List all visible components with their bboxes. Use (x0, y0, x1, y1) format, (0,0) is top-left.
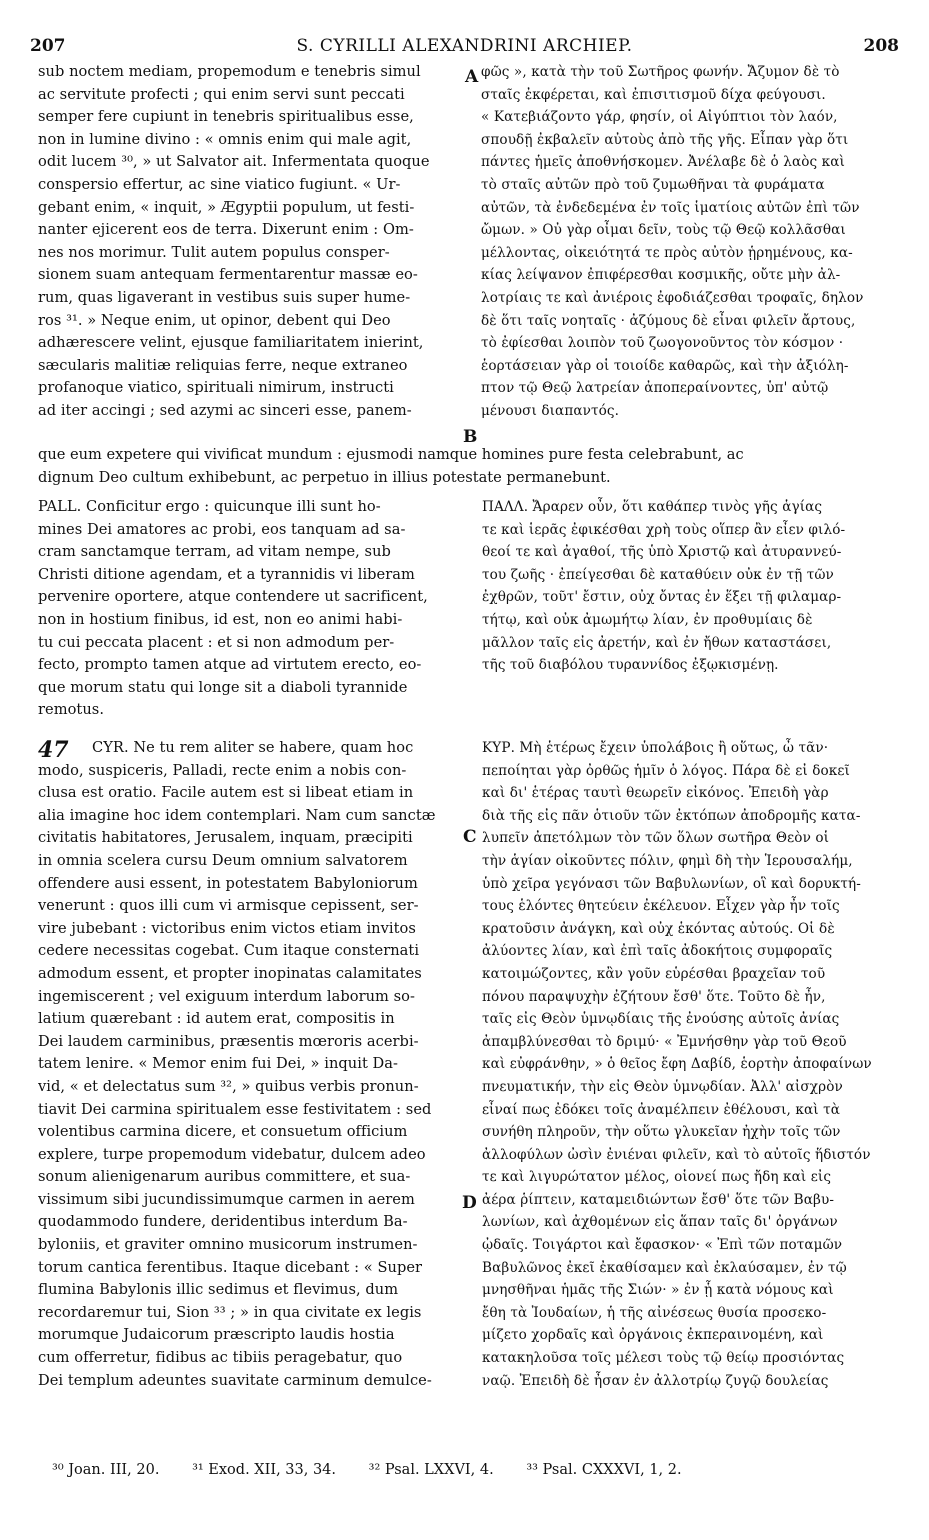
text-line: ἔθη τὰ Ἰουδαίων, ἡ τῆς αἰνέσεως θυσία προσεκο- (482, 1304, 827, 1321)
footnote: ³³ Psal. CXXXVI, 1, 2. (526, 1462, 682, 1478)
text-line: λωνίων, καὶ ἀχθομένων εἰς ἅπαν ταῖς δι' ὀργάνων (482, 1214, 838, 1231)
text-line: τήτῳ, καὶ οὐκ ἀμωμήτῳ λίαν, ἐν προθυμίαις δὲ (482, 611, 813, 628)
text-line: sionem suam antequam fermentarentur massæ eo- (38, 266, 418, 284)
text-line: μίζετο χορδαῖς καὶ ὀργάνοις ἐκπεραινομένη, καὶ (482, 1327, 824, 1344)
text-line: nes nos morimur. Tulit autem populus consper- (38, 243, 390, 261)
text-line: ὤμων. » Οὐ γὰρ οἶμαι δεῖν, τοὺς τῷ Θεῷ κολλᾶσθαι (481, 222, 846, 239)
full-width-text (38, 444, 908, 489)
text-line: μένουσι διαπαντός. (481, 402, 620, 419)
text-line: μέλλοντας, οἰκειότητά τε πρὸς αὐτὸν ᾑρημένους, κα- (481, 244, 853, 261)
text-line: non in hostium finibus, id est, non eo animi habi- (38, 610, 403, 628)
text-line: cum offerretur, fidibus ac tibiis peragebatur, quo (38, 1349, 403, 1367)
text-line: alia imagine hoc idem contemplari. Nam cum sanctæ (38, 806, 436, 824)
text-line: quodammodo fundere, deridentibus interdum Ba- (38, 1213, 408, 1231)
text-line: πτον τῷ Θεῷ λατρείαν ἀποπεραίνοντες, ὑπ' αὐτῷ (481, 380, 829, 397)
text-line: Christi ditione agendam, et a tyrannidis vi liberam (38, 565, 415, 583)
text-line: PALL. Conficitur ergo : quicunque illi sunt ho- (38, 498, 381, 515)
text-line: modo, suspiceris, Palladi, recte enim a nobis con- (38, 761, 407, 779)
greek-column-top (481, 61, 906, 423)
text-line: κρατοῦσιν ἀνάγκη, καὶ οὐχ ἑκόντας αὐτούς. Οἱ δὲ (482, 920, 835, 937)
text-line: πόνου παραψυχὴν ἐζήτουν ἔσθ' ὅτε. Τοῦτο δὲ ἦν, (482, 988, 826, 1005)
footnotes (52, 1462, 710, 1478)
text-line: μνησθῆναι ἡμᾶς τῆς Σιών· » ἐν ᾗ κατὰ νόμους καὶ (482, 1282, 834, 1299)
text-line: conspersio effertur, ac sine viatico fugiunt. « Ur- (38, 175, 401, 193)
text-line: profanoque viatico, spirituali nimirum, instructi (38, 379, 394, 397)
text-line: torum cantica ferentibus. Itaque dicebant : « Super (38, 1258, 423, 1276)
text-line: πάντες ἡμεῖς ἀποθνήσκομεν. Ἀνέλαβε δὲ ὁ λαὸς καὶ (481, 154, 845, 171)
text-line: ταῖς εἰς Θεὸν ὑμνῳδίαις τῆς ἐνούσης αὐτοῖς ἀνίας (482, 1011, 840, 1028)
text-line: ἀλλοφύλων ὠσὶν ἐνιέναι φιλεῖν, καὶ τὸ αὐτοῖς ἥδιστόν (482, 1146, 871, 1163)
text-line: λοτρίαις τε καὶ ἀνιέροις ἐφοδιάζεσθαι τροφαῖς, δηλον (481, 289, 864, 306)
text-line: gebant enim, « inquit, » Ægyptii populum, ut festi- (38, 198, 415, 216)
text-line: odit lucem ³⁰, » ut Salvator ait. Infermentata quoque (38, 153, 430, 171)
text-line: ναῷ. Ἐπειδὴ δὲ ἦσαν ἐν ἀλλοτρίῳ ζυγῷ δουλείας (482, 1372, 829, 1389)
text-line: του ζωῆς · ἐπείγεσθαι δὲ καταθύειν οὐκ ἐν τῇ τῶν (482, 566, 834, 583)
page-number-right: 208 (863, 36, 899, 56)
text-line: volentibus carmina dicere, et consuetum officium (38, 1123, 408, 1141)
text-line: mines Dei amatores ac probi, eos tanquam ad sa- (38, 520, 406, 538)
text-line: ὑπὸ χεῖρα γεγόνασι τῶν Βαβυλωνίων, οἳ καὶ δορυκτή- (482, 875, 861, 892)
text-line: explere, turpe propemodum videbatur, dulcem adeo (38, 1145, 426, 1163)
text-line: CYR. Ne tu rem aliter se habere, quam hoc (92, 739, 414, 756)
text-line: τὸ ἐφίεσθαι λοιπὸν τοῦ ζωογονοῦντος τὸν κόσμον · (481, 335, 844, 352)
text-line: non in lumine divino : « omnis enim qui male agit, (38, 130, 412, 148)
text-line: τους ἑλόντες θητεύειν ἐκέλευον. Εἶχεν γὰρ ἦν τοῖς (482, 898, 840, 915)
text-line: fecto, prompto tamen atque ad virtutem erecto, eo- (38, 656, 422, 674)
text-line: ΚΥΡ. Μὴ ἑτέρως ἔχειν ὑπολάβοις ἢ οὕτως, ὦ τᾶν· (482, 740, 829, 756)
text-line: tiavit Dei carmina spiritualem esse festivitatem : sed (38, 1100, 432, 1118)
margin-marker-c: C (463, 827, 477, 847)
text-line: latium quærebant : id autem erat, compositis in (38, 1010, 395, 1028)
text-line: ingemiscerent ; vel exiguum interdum laborum so- (38, 987, 415, 1005)
text-line: civitatis habitatores, Jerusalem, inquam, præcipiti (38, 829, 413, 847)
text-line: αὐτῶν, τὰ ἐνδεδεμένα ἐν τοῖς ἱματίοις αὐτῶν ἐπὶ τῶν (481, 199, 860, 216)
text-line: clusa est oratio. Facile autem est si libeat etiam in (38, 784, 414, 802)
latin-column-cyr (38, 737, 470, 1392)
text-line: vid, « et delectatus sum ³², » quibus verbis pronun- (38, 1077, 419, 1095)
latin-column-top (38, 61, 470, 423)
text-line: πνευματικήν, τὴν εἰς Θεὸν ὑμνῳδίαν. Ἀλλ' αἰσχρὸν (482, 1078, 843, 1095)
text-line: Βαβυλῶνος ἐκεῖ ἐκαθίσαμεν καὶ ἐκλαύσαμεν, ἐν τῷ (482, 1259, 847, 1276)
text-line: byloniis, et graviter omnino musicorum instrumen- (38, 1236, 418, 1254)
text-line: μᾶλλον ταῖς εἰς ἀρετήν, καὶ ἐν ἤθων καταστάσει, (482, 634, 832, 651)
text-line: vissimum sibi jucundissimumque carmen in aerem (38, 1190, 415, 1208)
text-line: « Κατεβιάζοντο γάρ, φησίν, οἱ Αἰγύπτιοι τὸν λαόν, (481, 109, 838, 126)
text-line: cedere necessitas cogebat. Cum itaque consternati (38, 942, 420, 960)
text-line: nanter ejicerent eos de terra. Dixerunt enim : Om- (38, 221, 414, 239)
footnote: ³¹ Exod. XII, 33, 34. (192, 1462, 337, 1478)
text-line: τὸ σταῖς αὐτῶν πρὸ τοῦ ζυμωθῆναι τὰ φυράματα (481, 176, 825, 193)
text-line: εἶναί πως ἐδόκει τοῖς ἀναμέλπειν ἐθέλουσι, καὶ τὰ (482, 1101, 841, 1118)
text-line: Dei templum adeuntes suavitate carminum demulce- (38, 1371, 432, 1389)
text-line: ἐχθρῶν, τοῦτ' ἔστιν, οὐχ ὄντας ἐν ἕξει τῇ φιλαμαρ- (482, 589, 842, 606)
text-line: sonum alienigenarum auribus committere, et sua- (38, 1168, 411, 1186)
text-line: ad iter accingi ; sed azymi ac sinceri esse, panem- (38, 401, 412, 419)
page-number-left: 207 (30, 36, 66, 56)
text-line: rum, quas ligaverant in vestibus suis super hume- (38, 288, 411, 306)
margin-marker-d: D (462, 1193, 477, 1213)
text-line: διὰ τῆς εἰς πᾶν ὁτιοῦν τῶν ἐκτόπων ἀποδρομῆς κατα- (482, 807, 861, 824)
text-line: τὴν ἁγίαν οἰκοῦντες πόλιν, φημὶ δὴ τὴν Ἱερουσαλήμ, (482, 852, 853, 869)
footnote: ³² Psal. LXXVI, 4. (368, 1462, 494, 1478)
text-line: in omnia scelera cursu Deum omnium salvatorem (38, 851, 408, 869)
text-line: adhærescere velint, ejusque familiaritatem inierint, (38, 334, 424, 352)
text-line: τε καὶ λιγυρώτατον μέλος, οἱονεί πως ἤδη καὶ εἰς (482, 1169, 832, 1186)
text-line: admodum essent, et propter inopinatas calamitates (38, 964, 422, 982)
section-number: 47 (38, 737, 69, 763)
text-line: θεοί τε καὶ ἀγαθοί, τῆς ὑπὸ Χριστῷ καὶ ἀτυραννεύ- (482, 544, 842, 561)
text-line: σταῖς ἐκφέρεται, καὶ ἐπισιτισμοῦ δίχα φεύγουσι. (481, 86, 826, 103)
latin-column-pall (38, 496, 470, 722)
text-line: ἀέρα ῥίπτειν, καταμειδιώντων ἔσθ' ὅτε τῶν Βαβυ- (482, 1191, 835, 1208)
text-line: φῶς », κατὰ τὴν τοῦ Σωτῆρος φωνήν. Ἄζυμον δὲ τὸ (481, 64, 840, 80)
text-line: ἑορτάσειαν γὰρ οἱ τοιοίδε καθαρῶς, καὶ τὴν ἀξιόλη- (481, 357, 849, 374)
text-line: ἀλύοντες λίαν, καὶ ἐπὶ ταῖς ἀδοκήτοις συμφοραῖς (482, 943, 833, 960)
text-line: κατακηλοῦσα τοῖς μέλεσι τοὺς τῷ θείῳ προσιόντας (482, 1350, 845, 1367)
text-line: sub noctem mediam, propemodum e tenebris simul (38, 63, 421, 80)
text-line: τε καὶ ἱερᾶς ἐφικέσθαι χρὴ τοὺς οἵπερ ἂν εἶεν φιλό- (482, 521, 846, 538)
text-line: cram sanctamque terram, ad vitam nempe, sub (38, 543, 391, 561)
text-line: κατοιμώζοντες, κἂν γοῦν εὑρέσθαι βραχεῖαν τοῦ (482, 965, 826, 982)
text-line: vire jubebant : victoribus enim victos etiam invitos (38, 919, 416, 937)
text-line: pervenire oportere, atque contendere ut sacrificent, (38, 588, 428, 606)
text-line: λυπεῖν ἀπετόλμων τὸν τῶν ὅλων σωτῆρα Θεὸν οἱ (482, 830, 830, 847)
text-line: συνήθη πληροῦν, τὴν οὕτω γλυκεῖαν ἠχὴν τοῖς τῶν (482, 1124, 841, 1141)
text-line: tu cui peccata placent : et si non admodum per- (38, 633, 395, 651)
text-line: venerunt : quos illi cum vi armisque cepissent, ser- (38, 897, 419, 915)
text-line: καὶ δι' ἑτέρας ταυτὶ θεωρεῖν εἰκόνος. Ἐπειδὴ γὰρ (482, 785, 829, 802)
text-line: ᾠδαῖς. Τοιγάρτοι καὶ ἔφασκον· « Ἐπὶ τῶν ποταμῶν (482, 1237, 843, 1254)
text-line: que eum expetere qui vivificat mundum : ejusmodi namque homines pure festa celebrabunt, ac (38, 446, 744, 463)
text-line: σπουδῇ ἐκβαλεῖν αὐτοὺς ἀπὸ τῆς γῆς. Εἶπαν γὰρ ὅτι (481, 131, 849, 148)
text-line: morumque Judaicorum præscripto laudis hostia (38, 1326, 395, 1344)
text-line: ros ³¹. » Neque enim, ut opinor, debent qui Deo (38, 311, 391, 329)
margin-marker-a: A (465, 67, 479, 87)
text-line: flumina Babylonis illic sedimus et flevimus, dum (38, 1281, 399, 1299)
text-line: πεποίηται γὰρ ὀρθῶς ἡμῖν ὁ λόγος. Πάρα δὲ εἰ δοκεῖ (482, 762, 850, 779)
text-line: κίας λείψανον ἐπιφέρεσθαι κοσμικῆς, οὔτε μὴν ἀλ- (481, 267, 841, 284)
text-line: Dei laudem carminibus, præsentis mœroris acerbi- (38, 1032, 419, 1050)
text-line: ἀπαμβλύνεσθαι τὸ δριμύ· « Ἐμνήσθην γὰρ τοῦ Θεοῦ (482, 1033, 847, 1050)
greek-column-cyr (482, 737, 907, 1392)
text-line: dignum Deo cultum exhibebunt, ac perpetuo in illius potestate permanebunt. (38, 468, 611, 486)
text-line: offendere ausi essent, in potestatem Babyloniorum (38, 874, 418, 892)
text-line: καὶ εὐφράνθην, » ὁ θεῖος ἔφη Δαβίδ, ἑορτὴν ἀποφαίνων (482, 1056, 872, 1073)
running-title: S. CYRILLI ALEXANDRINI ARCHIEP. (296, 36, 633, 56)
text-line: ΠΑΛΛ. Ἄραρεν οὖν, ὅτι καθάπερ τινὸς γῆς ἁγίας (482, 499, 823, 515)
text-line: que morum statu qui longe sit a diaboli tyrannide (38, 678, 408, 696)
text-line: semper fere cupiunt in tenebris spiritualibus esse, (38, 108, 414, 126)
text-line: ac servitute profecti ; qui enim servi sunt peccati (38, 85, 405, 103)
text-line: remotus. (38, 701, 105, 719)
margin-marker-b: B (463, 427, 478, 447)
running-header (30, 36, 899, 58)
text-line: recordaremur tui, Sion ³³ ; » in qua civitate ex legis (38, 1303, 422, 1321)
text-line: δὲ ὅτι ταῖς νοηταῖς · ἀζύμους δὲ εἶναι φιλεῖν ἄρτους, (481, 312, 856, 329)
footnote: ³⁰ Joan. III, 20. (52, 1462, 160, 1478)
text-line: τῆς τοῦ διαβόλου τυραννίδος ἐξῳκισμένῃ. (482, 657, 779, 674)
text-line: sæcularis malitiæ reliquias ferre, neque extraneo (38, 356, 408, 374)
text-line: tatem lenire. « Memor enim fui Dei, » inquit Da- (38, 1055, 399, 1073)
greek-column-pall (482, 496, 907, 677)
